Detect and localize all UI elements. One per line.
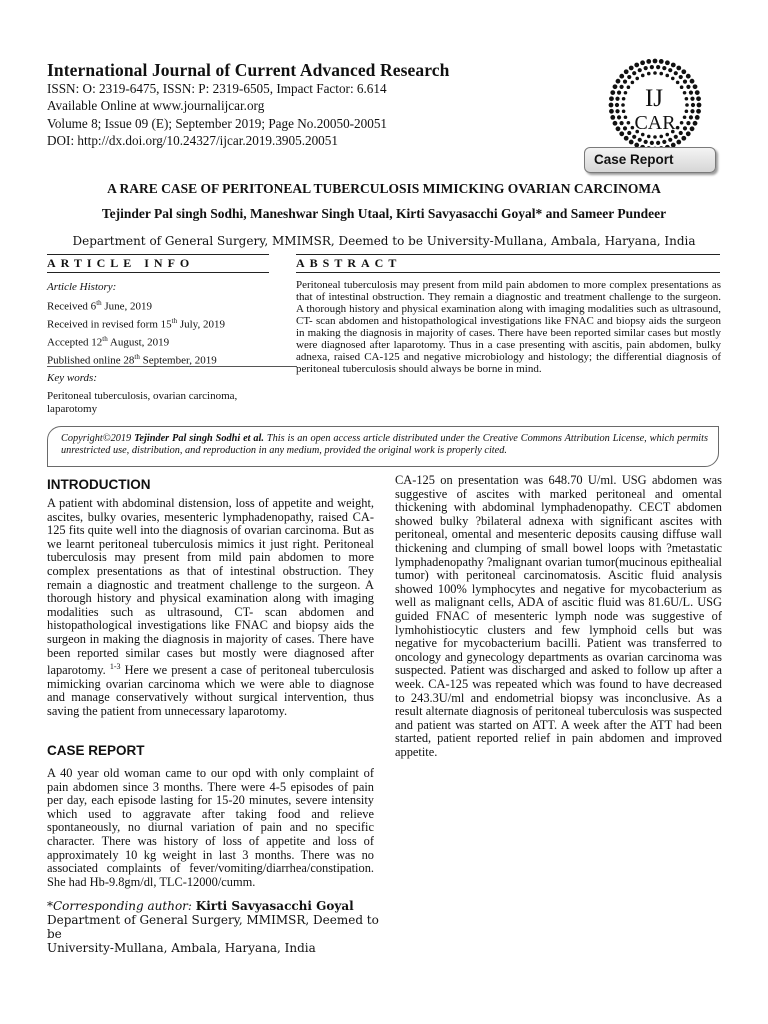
logo-dot: [653, 135, 657, 139]
logo-dot: [624, 136, 629, 141]
logo-dot: [623, 126, 627, 130]
logo-dot: [632, 71, 636, 75]
logo-dot: [690, 126, 695, 131]
history-accepted: Accepted 12th August, 2019: [47, 335, 170, 349]
logo-dot: [695, 90, 700, 95]
logo-dot: [686, 85, 690, 89]
logo-dot: [679, 131, 683, 135]
logo-dot: [676, 66, 681, 71]
logo-dot: [650, 141, 654, 145]
logo-dot: [622, 109, 626, 113]
logo-dot: [685, 97, 689, 101]
logo-dot: [629, 66, 634, 71]
logo-dot: [689, 115, 693, 119]
logo-dot: [619, 85, 623, 89]
logo-dot: [690, 109, 694, 113]
logo-dot: [627, 121, 631, 125]
logo-dot: [623, 80, 627, 84]
logo-dot: [659, 59, 664, 64]
history-received: Received 6th June, 2019: [47, 299, 153, 313]
logo-dot: [609, 96, 614, 101]
abstract-bottom-rule: [296, 272, 720, 273]
logo-dot: [674, 71, 678, 75]
corresponding-author: [47, 899, 392, 955]
logo-dot: [613, 84, 618, 89]
logo-dot: [668, 138, 672, 142]
logo-dot: [679, 75, 683, 79]
logo-dot: [689, 91, 693, 95]
logo-text-top: IJ: [644, 85, 664, 112]
logo-dot: [671, 77, 675, 81]
logo-dot: [627, 85, 631, 89]
logo-dot: [644, 66, 648, 70]
logo-dot: [615, 97, 619, 101]
logo-dot: [646, 59, 651, 64]
logo-dot: [683, 126, 687, 130]
issn-line: ISSN: O: 2319-6475, ISSN: P: 2319-6505, Impact Factor: 6.614: [47, 81, 387, 96]
logo-dot: [619, 121, 623, 125]
journal-logo: [608, 58, 702, 152]
journal-title: International Journal of Current Advanced Research: [47, 60, 450, 80]
logo-dot: [647, 135, 651, 139]
logo-dot: [631, 81, 635, 85]
article-history-label: Article History:: [47, 281, 117, 293]
logo-dot: [610, 115, 615, 120]
logo-dot: [683, 80, 687, 84]
logo-dot: [613, 121, 618, 126]
journal-logo-graphic: [608, 58, 702, 152]
logo-dot: [681, 136, 686, 141]
logo-dot: [693, 84, 698, 89]
logo-dot: [627, 131, 631, 135]
logo-dot: [627, 75, 631, 79]
logo-dot: [690, 79, 695, 84]
logo-dot: [662, 140, 666, 144]
logo-dot: [624, 91, 628, 95]
logo-dot: [609, 103, 614, 108]
logo-dot: [685, 109, 689, 113]
logo-dot: [680, 121, 684, 125]
logo-dot: [696, 109, 701, 114]
logo-dot: [621, 103, 625, 107]
corresponding-author-address-2: University-Mullana, Ambala, Haryana, India: [47, 941, 316, 955]
right-column-text: CA-125 on presentation was 648.70 U/ml. USG abdomen was suggestive of ascites with marked peritoneal and omental thickening with abdominal lymphadenopathy. CECT abdomen showed bulky ?bilateral adnexa with significant ascites with peritoneal, omental and mesenteric deposits causing diffuse wall thickening and clumping of small bowel loops with ?metastatic lymphadenopathy ?malignant ovarian tumor(mucinous epithealial tumor) with peritoneal carcinomatosis. Ascitic fluid analysis showed 100% lymphocytes and negative for mycobacterium as well as malignant cells, ADA of ascitic fluid was 81.6U/L. USG guided FNAC of mesenteric lymph node was suggestive of lymhohistiocytic clusters and few lymphoid cells but was negative for mycobacterium bacilli. Patient was transferred to oncology and gynecology departments as ovarian carcinoma was suspected. Patient was discharged and asked to follow up after a week. CA-125 was repeated which was found to have decreased to 243.3U/ml and endometrial biopsy was inconclusive. As a result alternate diagnosis of peritoneal tuberculosis was suspected and patient was started on ATT. A week after the ATT had been started, patient reported relief in pain abdomen and improved appetite.: [395, 473, 722, 759]
logo-dot: [644, 140, 648, 144]
license-box: [47, 426, 719, 467]
logo-dot: [681, 69, 686, 74]
article-info-heading: ARTICLE INFO: [47, 256, 195, 270]
available-online-line: Available Online at www.journalijcar.org: [47, 98, 265, 113]
keywords-label: Key words:: [47, 372, 98, 384]
logo-dot: [674, 135, 678, 139]
abstract-text: Peritoneal tuberculosis may present from mild pain abdomen to more complex presentations as that of intestinal obstruction. They remain a diagnostic and treatment challenge to the surgeon. A thorough history and physical examination along with imaging modalities such as ultrasound, CT- scan abdomen and histopathological investigations like FNAC and biopsy aids the surgeon in making the diagnosis in majority of cases. There have been reported similar cases but mostly were diagnosed after laparotomy. Thus in a case presenting with ascitis, pain abdomen, bulky adnexa, raised CA-125 and negative microbiology and histology; the differential diagnosis of peritoneal tuberculosis should always be borne in mind.: [296, 279, 721, 375]
logo-dot: [624, 115, 628, 119]
logo-dot: [616, 126, 621, 131]
logo-dot: [671, 63, 676, 68]
logo-dot: [617, 91, 621, 95]
history-revised: Received in revised form 15th July, 2019: [47, 317, 225, 331]
case-report-badge: Case Report: [584, 147, 716, 173]
volume-line: Volume 8; Issue 09 (E); September 2019; Page No.20050-20051: [47, 116, 388, 131]
logo-dot: [686, 131, 691, 136]
logo-dot: [665, 74, 669, 78]
logo-dot: [676, 81, 680, 85]
logo-dot: [680, 85, 684, 89]
keywords-rule: [47, 366, 297, 367]
introduction-text: A patient with abdominal distension, loss of appetite and weight, ascites, bulky ovaries, mesenteric lymphadenopathy, raised CA-125 fits quite well into the diagnosis of ovarian carcinoma. But as we learnt peritoneal tuberculosis mimics it just right. Peritoneal tuberculosis may present from mild pain abdomen to more complex presentations as that of intestinal obstruction. They remain a diagnostic and treatment challenge to the surgeon. A thorough history and physical examination along with imaging modalities such as ultrasound, CT- scan abdomen and histopathological investigations like FNAC and biopsy aids the surgeon in making the diagnosis in majority of cases. There have been reported similar cases but mostly were diagnosed after laparotomy. $^{1-3}$ Here we present a case of peritoneal tuberculosis mimicking ovarian carcinoma which we were able to diagnose and manage conservatively without surgical intervention, thus saving the patient from unnecessary laparotomy.: [47, 496, 374, 719]
logo-dot: [638, 138, 642, 142]
article-title: A RARE CASE OF PERITONEAL TUBERCULOSIS MIMICKING OVARIAN CARCINOMA: [107, 181, 661, 196]
logo-dot: [650, 65, 654, 69]
keywords-line-2: laparotomy: [47, 403, 98, 415]
article-info-top-rule: [47, 254, 269, 255]
logo-dot: [634, 63, 639, 68]
logo-dot: [641, 74, 645, 78]
logo-dot: [609, 109, 614, 114]
logo-dot: [691, 103, 695, 107]
case-report-text: A 40 year old woman came to our opd with only complaint of pain abdomen since 3 months. There were 4-5 episodes of pain per day, each episode lasting for 15-20 minutes, severe intensity which used to aggravate after taking food and relieve spontaneously, no diurnal variation of pain and no specific character. There was history of loss of appetite and loss of approximately 10 kg weight in last 3 months. There was no associated complaints of fever/vomiting/diarrhea/constipation. She had Hb-9.8gm/dl, TLC-12000/cumm.: [47, 766, 374, 889]
logo-dot: [685, 103, 689, 107]
license-text: This is an open access article distributed under the Creative Commons Attribution License, which permits unrestricted use, distribution, and reproduction in any medium, provided the original work is properly cited.: [61, 433, 708, 456]
logo-dot: [615, 103, 619, 107]
logo-dot: [656, 141, 660, 145]
logo-dot: [615, 109, 619, 113]
history-published: Published online 28th September, 2019: [47, 353, 217, 368]
logo-dot: [653, 71, 657, 75]
logo-dot: [617, 115, 621, 119]
logo-dot: [616, 79, 621, 84]
logo-dot: [693, 121, 698, 126]
logo-dot: [696, 96, 701, 101]
logo-dot: [635, 77, 639, 81]
logo-dot: [659, 135, 663, 139]
doi-line: DOI: http://dx.doi.org/10.24327/ijcar.2019.3905.20051: [47, 133, 338, 148]
logo-dot: [686, 74, 691, 79]
logo-dot: [668, 68, 672, 72]
logo-dot: [656, 65, 660, 69]
logo-dot: [653, 59, 658, 64]
corresponding-author-address-1: Department of General Surgery, MMIMSR, Deemed to be: [47, 913, 379, 941]
article-info-bottom-rule: [47, 272, 269, 273]
logo-dot: [640, 60, 645, 65]
corresponding-author-name-line: *Corresponding author: Kirti Savyasacchi Goyal: [47, 899, 354, 913]
logo-dot: [662, 66, 666, 70]
logo-dot: [686, 121, 690, 125]
logo-dot: [659, 72, 663, 76]
license-prefix: Copyright©2019: [61, 433, 135, 444]
logo-dot: [676, 140, 681, 145]
logo-dot: [683, 115, 687, 119]
article-history-list: [47, 297, 272, 367]
logo-dot: [638, 68, 642, 72]
logo-dot: [610, 90, 615, 95]
logo-dot: [647, 72, 651, 76]
license-holder: Tejinder Pal singh Sodhi et al.: [134, 433, 264, 444]
keywords-line-1: Peritoneal tuberculosis, ovarian carcinoma,: [47, 390, 238, 402]
logo-dot: [619, 131, 624, 136]
article-authors: Tejinder Pal singh Sodhi, Maneshwar Singh Utaal, Kirti Savyasacchi Goyal* and Sameer Pundeer: [101, 206, 667, 221]
logo-dot: [629, 140, 634, 145]
logo-dot: [665, 60, 670, 65]
case-report-heading: CASE REPORT: [47, 743, 145, 758]
abstract-heading: ABSTRACT: [296, 256, 402, 270]
logo-dot: [632, 135, 636, 139]
logo-text-bottom: CAR: [634, 112, 676, 134]
logo-dot: [676, 126, 680, 130]
logo-dot: [683, 91, 687, 95]
abstract-top-rule: [296, 254, 720, 255]
logo-dot: [622, 97, 626, 101]
logo-dot: [695, 115, 700, 120]
logo-dot: [624, 69, 629, 74]
logo-dot: [697, 103, 702, 108]
logo-dot: [619, 74, 624, 79]
introduction-heading: INTRODUCTION: [47, 477, 151, 492]
article-affiliation: Department of General Surgery, MMIMSR, Deemed to be University-Mullana, Ambala, Haryana, India: [72, 234, 696, 248]
logo-dot: [690, 97, 694, 101]
